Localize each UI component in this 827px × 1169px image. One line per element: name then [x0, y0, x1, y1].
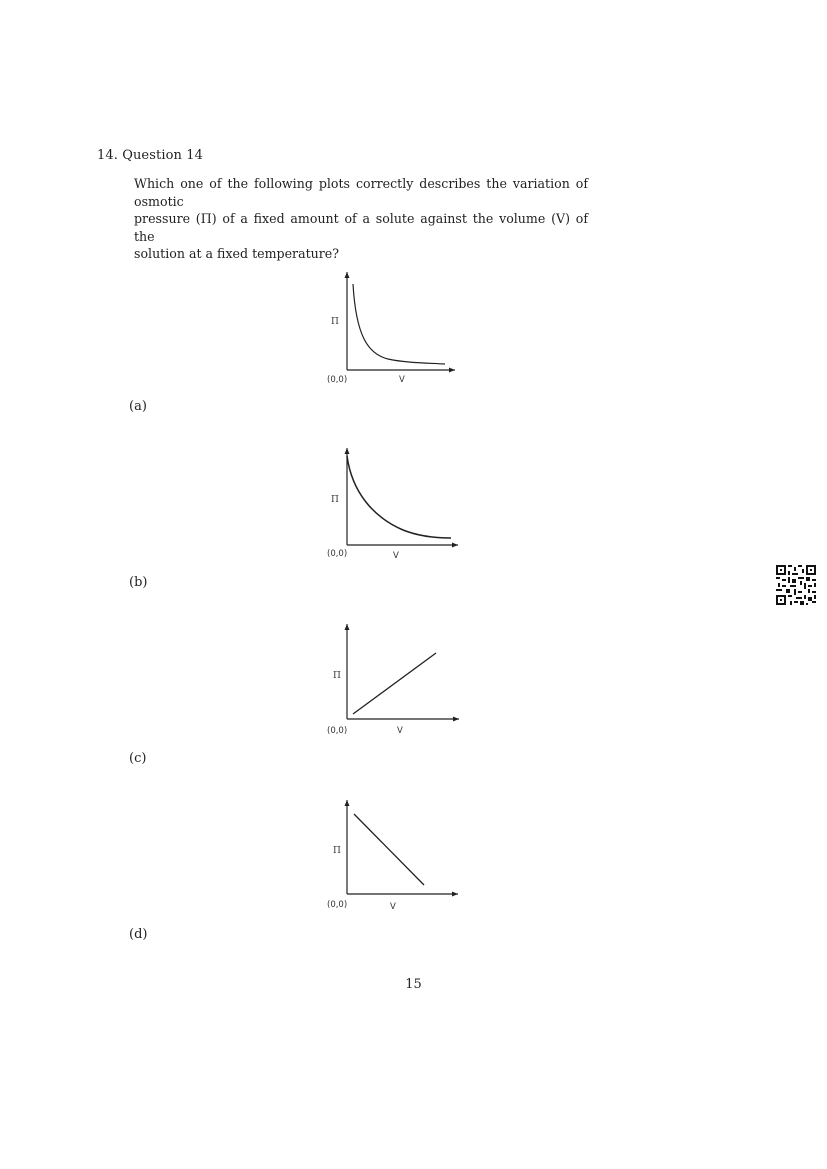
plot-option-d — [318, 794, 466, 920]
y-axis-arrow-icon — [345, 448, 350, 454]
x-axis-symbol: V — [397, 726, 403, 736]
question-line-3: solution at a fixed temperature? — [134, 246, 339, 261]
page-number: 15 — [405, 977, 422, 992]
origin-label: (0,0) — [327, 375, 348, 385]
qr-code-icon — [776, 565, 816, 605]
x-axis-symbol: V — [393, 551, 399, 561]
plot-option-b — [318, 442, 466, 568]
question-heading: 14. Question 14 — [97, 148, 203, 163]
option-label-b: (b) — [129, 575, 148, 590]
question-line-2: pressure (Π) of a fixed amount of a solute against the volume (V) of the — [134, 211, 588, 244]
x-axis-arrow-icon — [453, 717, 459, 722]
y-axis-arrow-icon — [345, 800, 350, 806]
plot-d-svg — [318, 794, 466, 920]
y-axis-arrow-icon — [345, 272, 350, 278]
x-axis-arrow-icon — [452, 543, 458, 548]
option-label-d: (d) — [129, 927, 148, 942]
plot-c-svg — [318, 618, 466, 744]
curve-steep-hyperbola — [353, 284, 445, 364]
line-decreasing — [354, 814, 424, 885]
origin-label: (0,0) — [327, 549, 348, 559]
y-axis-symbol: Π — [333, 846, 341, 856]
plot-option-c — [318, 618, 466, 744]
y-axis-symbol: Π — [331, 495, 339, 505]
question-line-1: Which one of the following plots correctly describes the variation of osmotic — [134, 176, 588, 209]
option-label-c: (c) — [129, 751, 147, 766]
y-axis-symbol: Π — [331, 317, 339, 327]
curve-gradual-decay — [347, 456, 451, 538]
line-increasing — [353, 653, 436, 714]
origin-label: (0,0) — [327, 900, 348, 910]
plot-b-svg — [318, 442, 466, 568]
plot-a-svg — [318, 266, 466, 392]
x-axis-arrow-icon — [452, 892, 458, 897]
x-axis-symbol: V — [390, 902, 396, 912]
question-text — [134, 175, 588, 263]
plot-option-a — [318, 266, 466, 392]
y-axis-symbol: Π — [333, 671, 341, 681]
origin-label: (0,0) — [327, 726, 348, 736]
y-axis-arrow-icon — [345, 624, 350, 630]
x-axis-arrow-icon — [449, 368, 455, 373]
x-axis-symbol: V — [399, 375, 405, 385]
option-label-a: (a) — [129, 399, 147, 414]
